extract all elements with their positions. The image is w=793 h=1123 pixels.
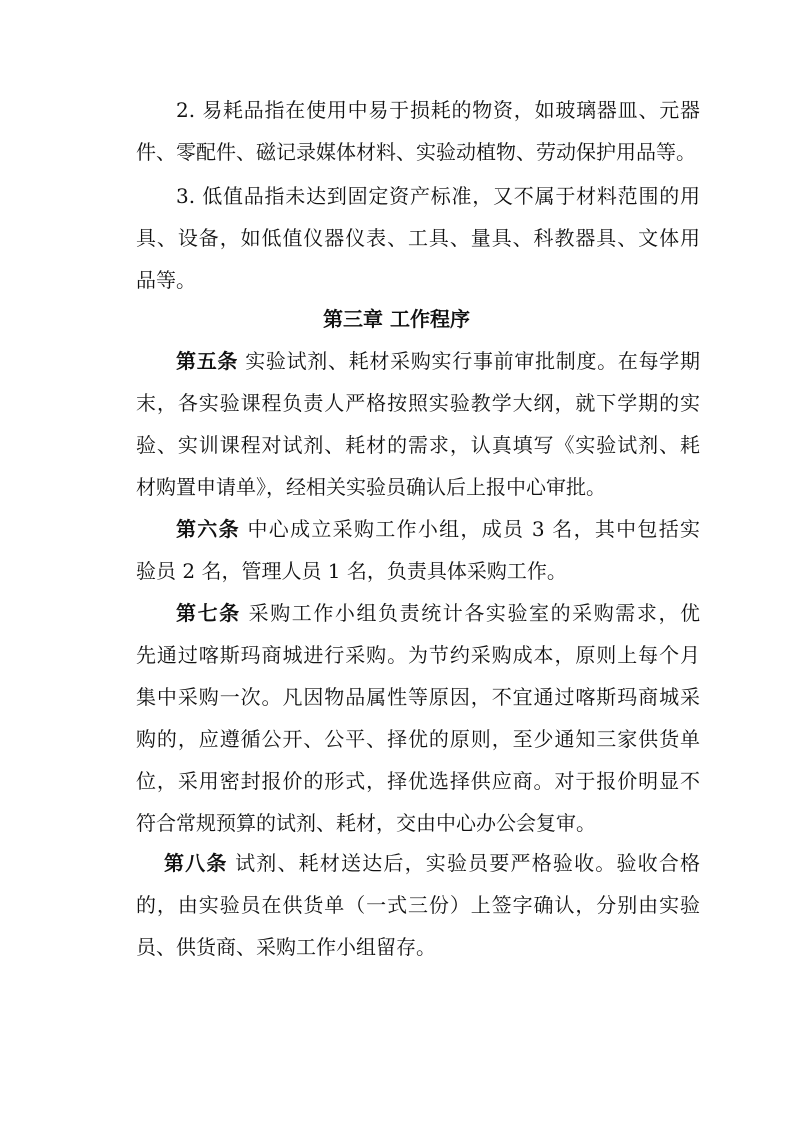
article-5-line-1 [136, 340, 700, 382]
article-6-line-2: 验员 2 名，管理人员 1 名，负责具体采购工作。 [136, 559, 567, 583]
article-7-line-3: 集中采购一次。凡因物品属性等原因，不宜通过喀斯玛商城采 [136, 685, 700, 709]
article-5-line-3: 验、实训课程对试剂、耗材的需求，认真填写《实验试剂、耗 [136, 433, 700, 457]
item-2-paragraph [136, 89, 700, 173]
item-2-line-1: 2. 易耗品指在使用中易于损耗的物资，如玻璃器皿、元器 [176, 98, 700, 122]
article-7-paragraph [136, 592, 700, 844]
article-7-line-5: 位，采用密封报价的形式，择优选择供应商。对于报价明显不 [136, 769, 700, 793]
item-3-line-1: 3. 低值品指未达到固定资产标准，又不属于材料范围的用 [176, 184, 700, 208]
article-5-first-line: 实验试剂、耗材采购实行事前审批制度。在每学期 [238, 349, 701, 373]
article-6-line-1 [136, 508, 700, 550]
article-8-line-1 [136, 842, 700, 884]
article-8-label: 第八条 [164, 851, 228, 875]
article-5-paragraph [136, 340, 700, 508]
item-2-line-2: 件、零配件、磁记录媒体材料、实验动植物、劳动保护用品等。 [136, 140, 696, 164]
article-7-first-line: 采购工作小组负责统计各实验室的采购需求，优 [240, 601, 701, 625]
article-8-paragraph [136, 842, 700, 968]
article-7-line-2: 先通过喀斯玛商城进行采购。为节约采购成本，原则上每个月 [136, 643, 700, 667]
article-5-line-4: 材购置申请单》，经相关实验员确认后上报中心审批。 [136, 475, 606, 499]
article-8-first-line: 试剂、耗材送达后，实验员要严格验收。验收合格 [227, 851, 701, 875]
article-8-line-2: 的，由实验员在供货单（一式三份）上签字确认，分别由实验 [136, 893, 700, 917]
article-6-first-line: 中心成立采购工作小组，成员 3 名，其中包括实 [239, 517, 701, 541]
article-7-line-6: 符合常规预算的试剂、耗材，交由中心办公会复审。 [136, 811, 596, 835]
item-3-line-2: 具、设备，如低值仪器仪表、工具、量具、科教器具、文体用 [136, 226, 700, 250]
article-8-line-3: 员、供货商、采购工作小组留存。 [136, 935, 436, 959]
article-7-line-4: 购的，应遵循公开、公平、择优的原则，至少通知三家供货单 [136, 727, 700, 751]
item-3-paragraph [136, 175, 700, 301]
article-6-paragraph [136, 508, 700, 592]
article-5-line-2: 末，各实验课程负责人严格按照实验教学大纲，就下学期的实 [136, 391, 700, 415]
article-5-label: 第五条 [176, 349, 239, 373]
item-3-line-3: 品等。 [136, 268, 196, 292]
article-7-line-1 [136, 592, 700, 634]
chapter-title: 第三章 工作程序 [323, 307, 470, 331]
article-7-label: 第七条 [176, 601, 241, 625]
article-6-label: 第六条 [176, 517, 240, 541]
